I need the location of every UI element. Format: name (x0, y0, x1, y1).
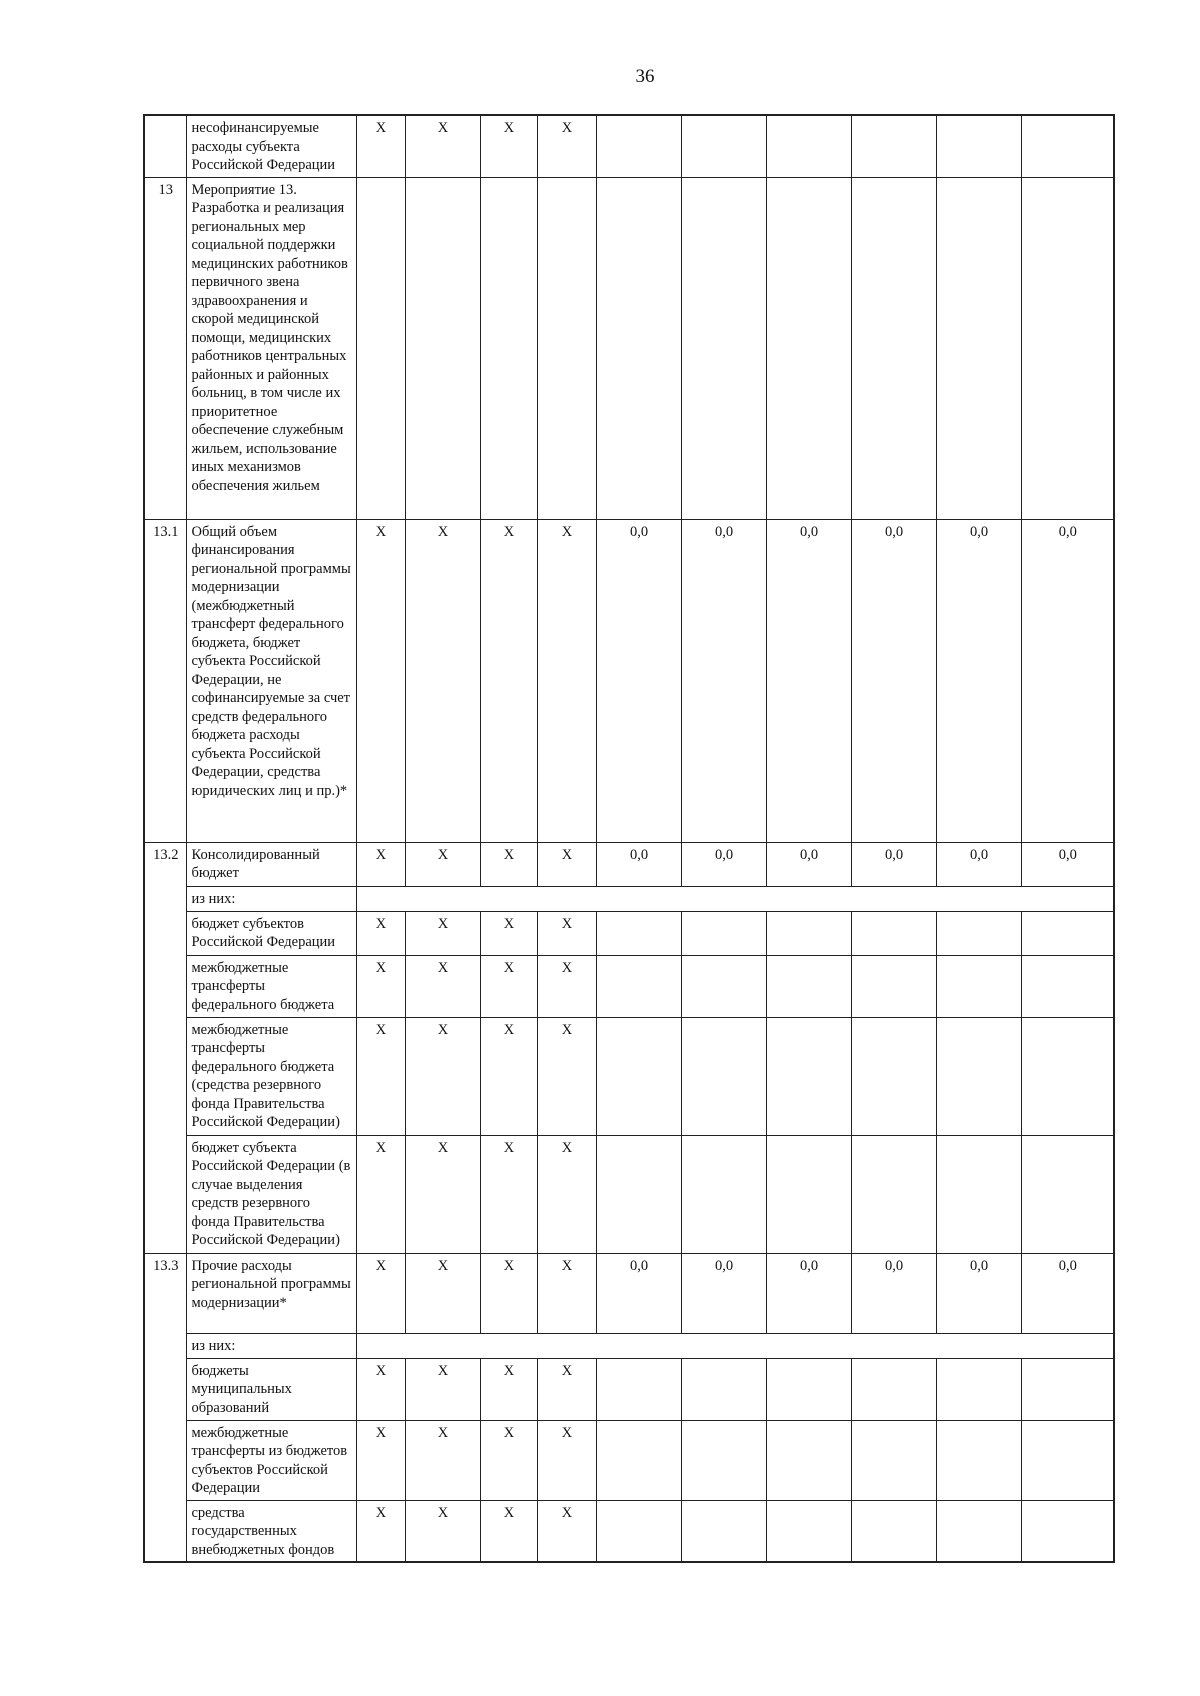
value-cell (596, 1358, 681, 1420)
x-cell: Х (405, 1017, 480, 1135)
x-cell: Х (356, 1017, 405, 1135)
value-cell: 0,0 (681, 842, 766, 886)
x-cell: Х (405, 911, 480, 955)
x-cell: Х (405, 1500, 480, 1562)
value-cell: 0,0 (1021, 1253, 1114, 1333)
x-cell: Х (480, 1017, 537, 1135)
value-cell (936, 1358, 1021, 1420)
x-cell: Х (537, 1358, 596, 1420)
value-cell (936, 1500, 1021, 1562)
x-cell: Х (480, 911, 537, 955)
table-row (144, 1017, 1114, 1135)
value-cell (851, 1358, 936, 1420)
value-cell (1021, 1017, 1114, 1135)
table-row (144, 911, 1114, 955)
x-cell: Х (480, 842, 537, 886)
row-description: из них: (186, 886, 356, 911)
value-cell: 0,0 (851, 1253, 936, 1333)
table-row (144, 1253, 1114, 1333)
table-row (144, 1500, 1114, 1562)
x-cell: Х (356, 1420, 405, 1500)
x-cell: Х (405, 1253, 480, 1333)
table-row (144, 1420, 1114, 1500)
row-number: 13.3 (144, 1253, 186, 1562)
x-cell: Х (537, 1420, 596, 1500)
merged-cell (356, 886, 1114, 911)
x-cell: Х (405, 1135, 480, 1253)
x-cell: Х (537, 115, 596, 177)
value-cell: 0,0 (1021, 519, 1114, 842)
x-cell: Х (537, 955, 596, 1017)
x-cell: Х (480, 1253, 537, 1333)
table-row (144, 1358, 1114, 1420)
value-cell: 0,0 (766, 519, 851, 842)
value-cell: 0,0 (596, 519, 681, 842)
value-cell (1021, 115, 1114, 177)
value-cell (681, 1420, 766, 1500)
value-cell: 0,0 (936, 1253, 1021, 1333)
value-cell: 0,0 (851, 842, 936, 886)
x-cell: Х (356, 842, 405, 886)
x-cell: Х (480, 1135, 537, 1253)
value-cell (851, 177, 936, 519)
row-number: 13.1 (144, 519, 186, 842)
value-cell (596, 1017, 681, 1135)
row-description: Консолидированный бюджет (186, 842, 356, 886)
value-cell (766, 1500, 851, 1562)
value-cell (1021, 1500, 1114, 1562)
page-number: 36 (635, 66, 655, 87)
row-description: несофинансируемые расходы субъекта Российской Федерации (186, 115, 356, 177)
financing-table (143, 114, 1115, 1563)
value-cell (681, 1500, 766, 1562)
value-cell (1021, 911, 1114, 955)
value-cell (766, 1135, 851, 1253)
value-cell: 0,0 (1021, 842, 1114, 886)
row-description: бюджет субъектов Российской Федерации (186, 911, 356, 955)
row-description: Прочие расходы региональной программы модернизации* (186, 1253, 356, 1333)
x-cell: Х (537, 1017, 596, 1135)
value-cell (596, 955, 681, 1017)
x-cell: Х (405, 1358, 480, 1420)
x-cell: Х (356, 1135, 405, 1253)
value-cell (596, 911, 681, 955)
row-description: межбюджетные трансферты федерального бюджета (186, 955, 356, 1017)
value-cell (851, 1420, 936, 1500)
x-cell: Х (480, 1420, 537, 1500)
value-cell (936, 115, 1021, 177)
value-cell (851, 115, 936, 177)
value-cell: 0,0 (596, 842, 681, 886)
value-cell (766, 1017, 851, 1135)
value-cell (681, 1135, 766, 1253)
table-row (144, 177, 1114, 519)
x-cell: Х (537, 1253, 596, 1333)
value-cell (766, 1420, 851, 1500)
value-cell (596, 1135, 681, 1253)
x-cell: Х (405, 842, 480, 886)
x-cell (356, 177, 405, 519)
row-description: межбюджетные трансферты федерального бюджета (средства резервного фонда Правительства Российской Федерации) (186, 1017, 356, 1135)
x-cell: Х (356, 1500, 405, 1562)
x-cell: Х (537, 911, 596, 955)
x-cell (537, 177, 596, 519)
x-cell: Х (405, 1420, 480, 1500)
value-cell (936, 955, 1021, 1017)
x-cell: Х (537, 842, 596, 886)
table-row (144, 115, 1114, 177)
value-cell (681, 955, 766, 1017)
x-cell: Х (537, 519, 596, 842)
row-description: Мероприятие 13. Разработка и реализация региональных мер социальной поддержки медицинских работников первичного звена здравоохранения и скорой медицинской помощи, медицинских работников центральных районных и районных больниц, в том числе их приоритетное обеспечение служебным жильем, использование иных механизмов обеспечения жильем (186, 177, 356, 519)
table-row (144, 1135, 1114, 1253)
row-number (144, 115, 186, 177)
value-cell (851, 955, 936, 1017)
x-cell: Х (405, 519, 480, 842)
x-cell: Х (356, 1358, 405, 1420)
x-cell: Х (537, 1500, 596, 1562)
value-cell (766, 911, 851, 955)
value-cell (681, 177, 766, 519)
value-cell (851, 1500, 936, 1562)
row-number: 13.2 (144, 842, 186, 1253)
x-cell: Х (480, 115, 537, 177)
value-cell (596, 177, 681, 519)
row-number: 13 (144, 177, 186, 519)
value-cell: 0,0 (681, 1253, 766, 1333)
value-cell (681, 911, 766, 955)
value-cell (1021, 177, 1114, 519)
x-cell: Х (356, 1253, 405, 1333)
x-cell: Х (356, 519, 405, 842)
row-description: средства государственных внебюджетных фондов (186, 1500, 356, 1562)
value-cell (1021, 955, 1114, 1017)
table-row (144, 955, 1114, 1017)
value-cell (766, 177, 851, 519)
value-cell (766, 1358, 851, 1420)
x-cell (480, 177, 537, 519)
value-cell (596, 1500, 681, 1562)
row-description: из них: (186, 1333, 356, 1358)
x-cell: Х (480, 1500, 537, 1562)
value-cell (936, 911, 1021, 955)
x-cell: Х (356, 115, 405, 177)
value-cell: 0,0 (936, 842, 1021, 886)
value-cell: 0,0 (596, 1253, 681, 1333)
value-cell (1021, 1358, 1114, 1420)
row-description: межбюджетные трансферты из бюджетов субъектов Российской Федерации (186, 1420, 356, 1500)
value-cell (1021, 1135, 1114, 1253)
value-cell (851, 911, 936, 955)
row-description: Общий объем финансирования региональной программы модернизации (межбюджетный трансферт федерального бюджета, бюджет субъекта Российской Федерации, не софинансируемые за счет средств федерального бюджета расходы субъекта Российской Федерации, средства юридических лиц и пр.)* (186, 519, 356, 842)
value-cell: 0,0 (766, 1253, 851, 1333)
value-cell: 0,0 (851, 519, 936, 842)
value-cell (681, 1358, 766, 1420)
value-cell: 0,0 (766, 842, 851, 886)
x-cell: Х (480, 519, 537, 842)
value-cell (851, 1017, 936, 1135)
value-cell (936, 177, 1021, 519)
value-cell (596, 115, 681, 177)
value-cell (1021, 1420, 1114, 1500)
x-cell: Х (480, 955, 537, 1017)
x-cell: Х (405, 955, 480, 1017)
value-cell (681, 115, 766, 177)
value-cell (596, 1420, 681, 1500)
row-description: бюджет субъекта Российской Федерации (в случае выделения средств резервного фонда Правительства Российской Федерации) (186, 1135, 356, 1253)
table-row (144, 886, 1114, 911)
x-cell (405, 177, 480, 519)
value-cell: 0,0 (681, 519, 766, 842)
x-cell: Х (405, 115, 480, 177)
table-row (144, 1333, 1114, 1358)
value-cell (851, 1135, 936, 1253)
x-cell: Х (356, 955, 405, 1017)
value-cell (766, 955, 851, 1017)
merged-cell (356, 1333, 1114, 1358)
row-description: бюджеты муниципальных образований (186, 1358, 356, 1420)
value-cell (936, 1135, 1021, 1253)
value-cell (766, 115, 851, 177)
x-cell: Х (356, 911, 405, 955)
value-cell (936, 1420, 1021, 1500)
x-cell: Х (480, 1358, 537, 1420)
value-cell (936, 1017, 1021, 1135)
table-row (144, 519, 1114, 842)
value-cell (681, 1017, 766, 1135)
x-cell: Х (537, 1135, 596, 1253)
table-row (144, 842, 1114, 886)
value-cell: 0,0 (936, 519, 1021, 842)
